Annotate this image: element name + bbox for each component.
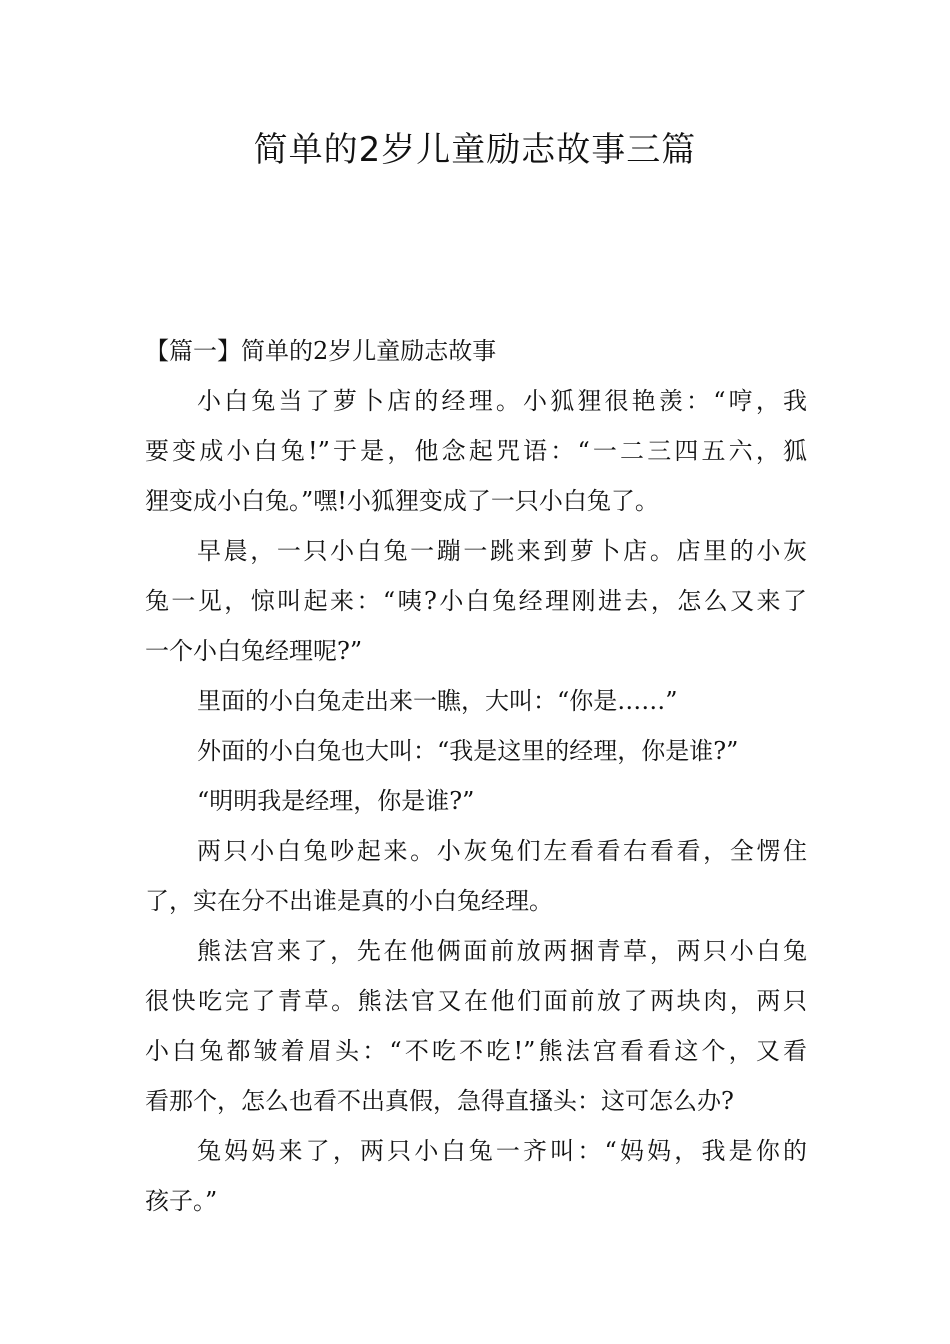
text-line: 外面的小白兔也大叫：“我是这里的经理，你是谁?” [197, 737, 739, 765]
text-line: 熊法宫来了，先在他俩面前放两捆青草，两只小白兔 [197, 937, 807, 965]
paragraph [145, 726, 807, 776]
text-line: 小白兔都皱着眉头：“不吃不吃!”熊法宫看看这个，又看 [145, 1037, 807, 1065]
text-line: 一个小白兔经理呢?” [145, 637, 363, 665]
paragraph [145, 826, 807, 926]
text-line: 小白兔当了萝卜店的经理。小狐狸很艳羡：“哼，我 [197, 387, 807, 415]
text-line: 要变成小白兔!”于是，他念起咒语：“一二三四五六，狐 [145, 437, 807, 465]
document-body [145, 326, 807, 1226]
document-title: 简单的2岁儿童励志故事三篇 [253, 130, 697, 170]
paragraph [145, 526, 807, 676]
paragraph [145, 676, 807, 726]
text-line: 兔一见，惊叫起来：“咦?小白兔经理刚进去，怎么又来了 [145, 587, 807, 615]
text-line: 了，实在分不出谁是真的小白兔经理。 [145, 887, 553, 915]
section-heading: 【篇一】简单的2岁儿童励志故事 [145, 337, 497, 365]
paragraph [145, 1126, 807, 1226]
paragraph [145, 776, 807, 826]
text-line: 兔妈妈来了，两只小白兔一齐叫：“妈妈，我是你的 [197, 1137, 807, 1165]
paragraph [145, 926, 807, 1126]
text-line: 很快吃完了青草。熊法官又在他们面前放了两块肉，两只 [145, 987, 807, 1015]
paragraph [145, 376, 807, 526]
text-line: 看那个，怎么也看不出真假，急得直搔头：这可怎么办? [145, 1087, 734, 1115]
text-line: 孩子。” [145, 1187, 218, 1215]
text-line: 里面的小白兔走出来一瞧，大叫：“你是……” [197, 687, 678, 715]
text-line: 早晨，一只小白兔一蹦一跳来到萝卜店。店里的小灰 [197, 537, 807, 565]
text-line: “明明我是经理，你是谁?” [197, 787, 475, 815]
text-line: 两只小白兔吵起来。小灰兔们左看看右看看，全愣住 [197, 837, 807, 865]
text-line: 狸变成小白兔。”嘿!小狐狸变成了一只小白兔了。 [145, 487, 659, 515]
